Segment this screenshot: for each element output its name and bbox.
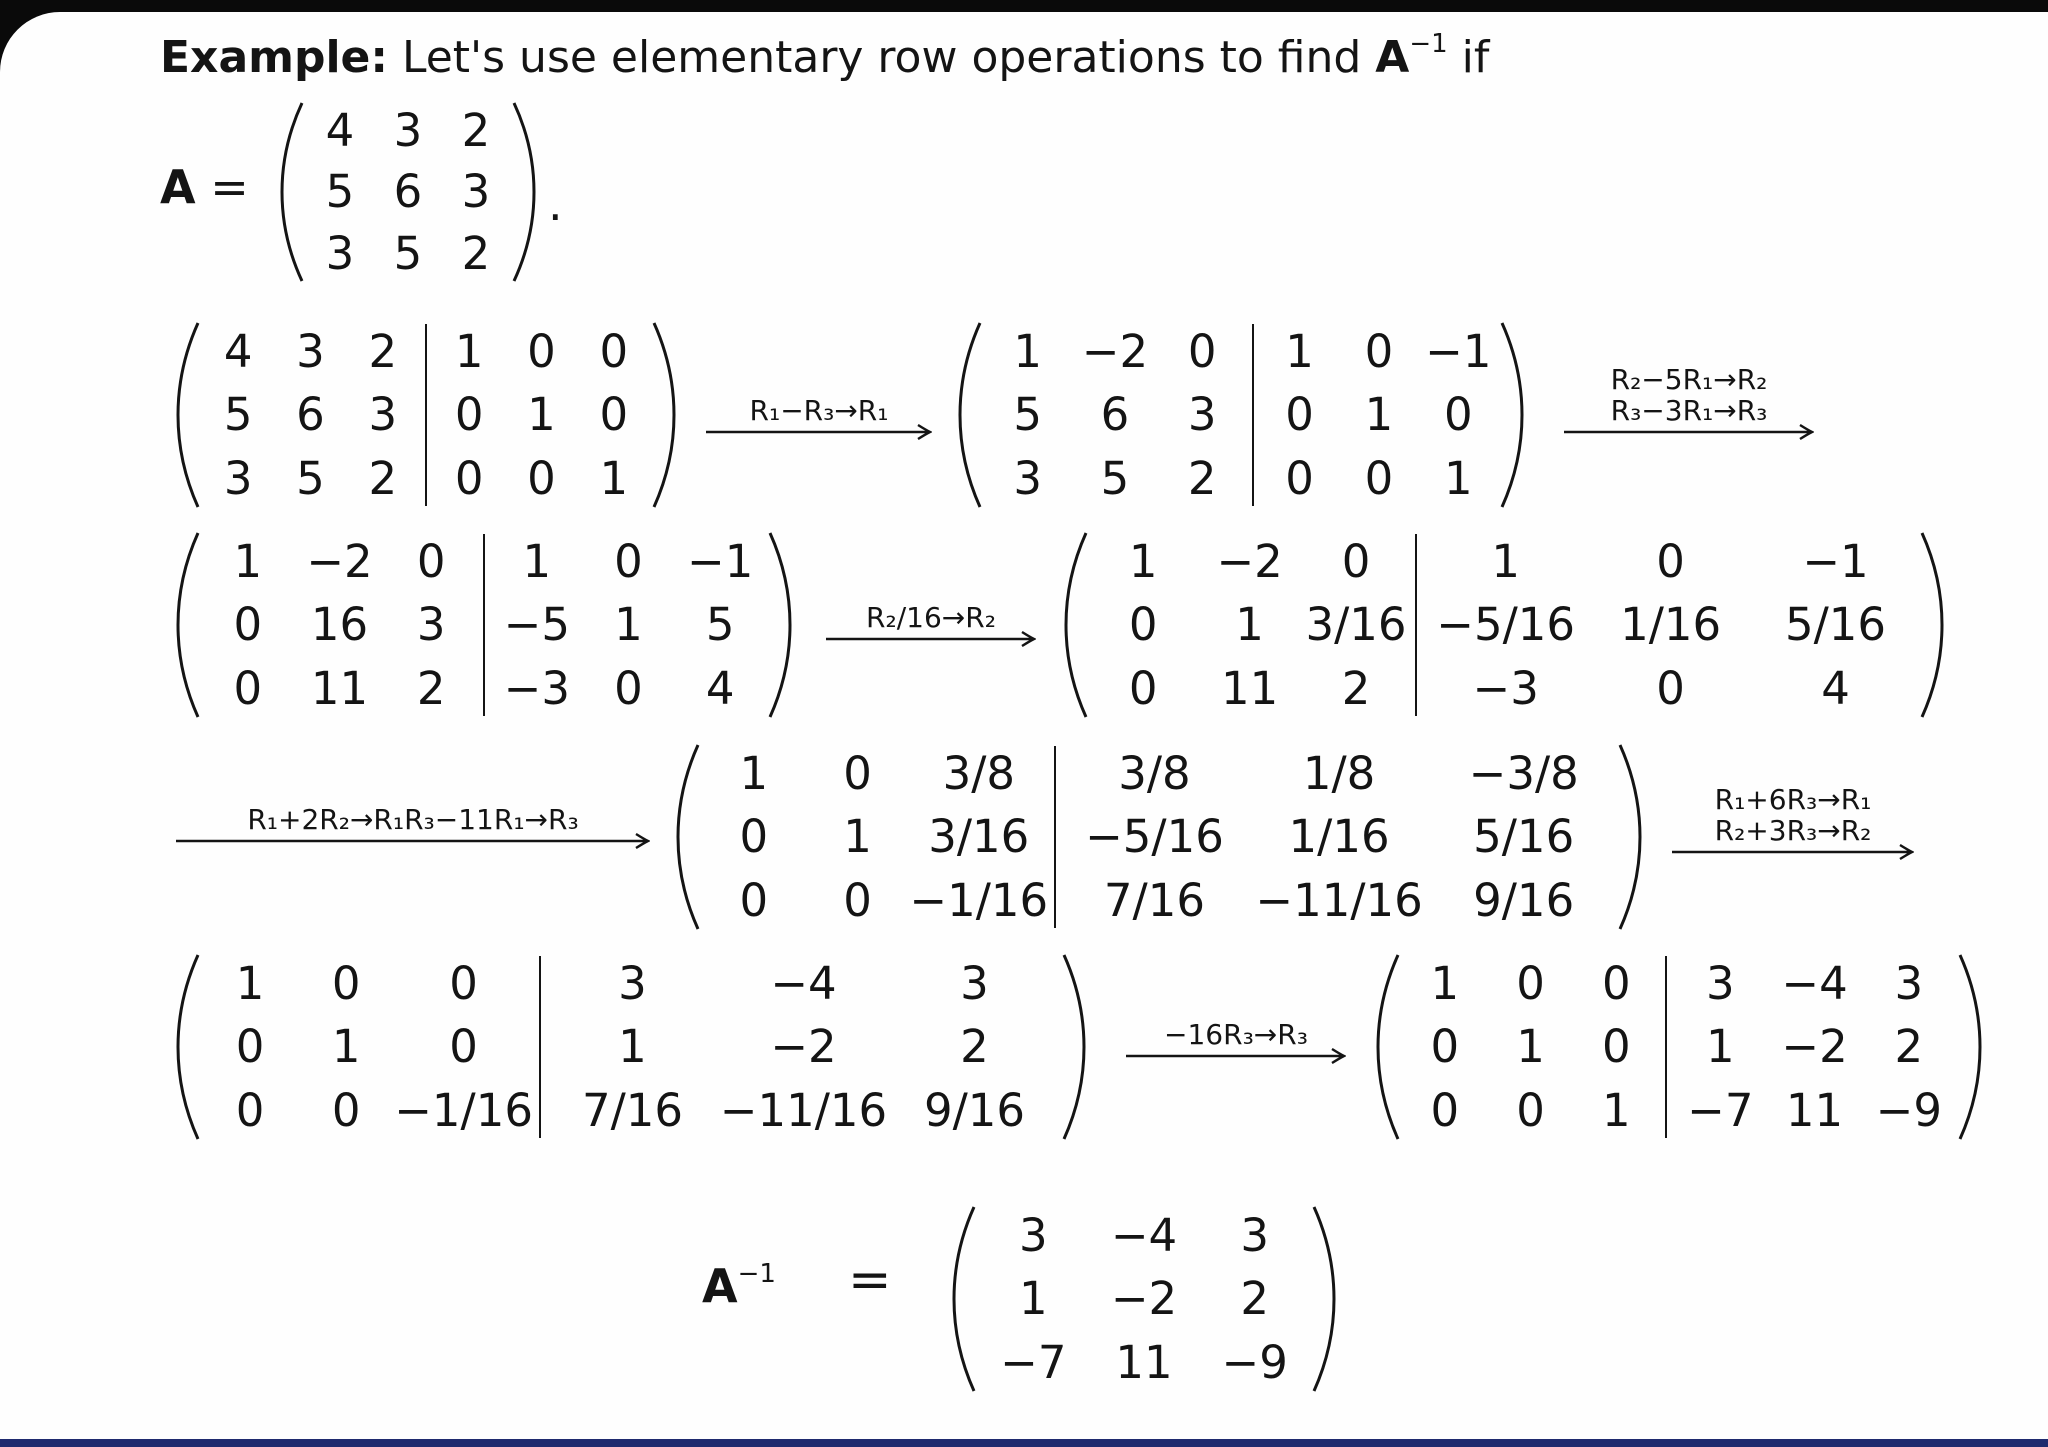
identity-side-section bbox=[547, 952, 1060, 1142]
matrix-entry: 1 bbox=[233, 535, 263, 589]
matrix-entry: −4 bbox=[1781, 957, 1848, 1011]
matrix-entry: 5 bbox=[325, 165, 355, 219]
left-paren-icon bbox=[176, 952, 202, 1142]
matrix-entry: 1 bbox=[1491, 535, 1520, 589]
row-operation-label: R₂+3R₃→R₂ bbox=[1714, 814, 1872, 847]
result-symbol: A bbox=[702, 1259, 738, 1313]
matrix-entry: 0 bbox=[1656, 535, 1685, 589]
matrix-entry: −2 bbox=[770, 1020, 837, 1074]
row-operation-label: −16R₃→R₃ bbox=[1164, 1018, 1308, 1051]
matrix-entry: 3 bbox=[1240, 1209, 1269, 1263]
augment-divider bbox=[1054, 746, 1056, 928]
matrix-entry: 3 bbox=[1013, 451, 1042, 505]
matrix-entry: 3 bbox=[393, 104, 423, 158]
operation-arrow-2 bbox=[1564, 327, 1814, 440]
matrix-entry: 11 bbox=[1785, 1083, 1844, 1137]
matrix-entry: 0 bbox=[454, 388, 484, 442]
matrix-entry: 5 bbox=[1013, 388, 1042, 442]
right-paren-icon bbox=[766, 530, 792, 720]
matrix-entry: 0 bbox=[1516, 957, 1545, 1011]
result-lhs bbox=[702, 1259, 776, 1313]
matrix-entry: 1 bbox=[1019, 1272, 1048, 1326]
left-paren-icon bbox=[676, 742, 702, 932]
matrix-entry: 3 bbox=[223, 451, 253, 505]
matrix-entry: 7/16 bbox=[1103, 873, 1205, 927]
matrix-entry: 2 bbox=[1240, 1272, 1269, 1326]
def-period: . bbox=[548, 177, 563, 231]
augmented-matrix-step-7 bbox=[1376, 952, 1982, 1142]
identity-side-section bbox=[1260, 320, 1498, 510]
matrix-entry: 3 bbox=[296, 325, 325, 379]
matrix-entry: −3 bbox=[1472, 661, 1539, 715]
row-operation-label: R₂−5R₁→R₂ bbox=[1610, 363, 1768, 396]
augment-divider bbox=[539, 956, 541, 1138]
matrix-entry: 2 bbox=[368, 325, 398, 379]
matrix-entry: 3/8 bbox=[1118, 747, 1191, 801]
matrix-entry: 5 bbox=[223, 388, 253, 442]
matrix-entry: 2 bbox=[1894, 1020, 1924, 1074]
left-paren-icon bbox=[176, 530, 202, 720]
identity-side-section bbox=[1062, 742, 1616, 932]
matrix-entry: 2 bbox=[960, 1020, 989, 1074]
result-equals: = bbox=[848, 1250, 892, 1310]
right-arrow-icon bbox=[706, 424, 932, 440]
operation-arrow-6 bbox=[1126, 984, 1346, 1064]
matrix-entry: 0 bbox=[599, 325, 629, 379]
coefficient-section bbox=[984, 320, 1246, 510]
matrix-entry: −7 bbox=[1687, 1083, 1754, 1137]
identity-side-section bbox=[1423, 530, 1918, 720]
matrix-entry: 0 bbox=[1341, 535, 1371, 589]
matrix-entry: 0 bbox=[739, 810, 769, 864]
matrix-entry: 5/16 bbox=[1473, 810, 1575, 864]
augmented-matrix-step-5 bbox=[676, 742, 1642, 932]
result-inverse-matrix bbox=[952, 1204, 1336, 1394]
operation-arrow-3 bbox=[826, 567, 1036, 647]
matrix-entry: 5 bbox=[705, 598, 735, 652]
matrix-entry: 3 bbox=[1187, 388, 1217, 442]
matrix-entry: 0 bbox=[331, 957, 361, 1011]
def-lhs bbox=[160, 160, 249, 214]
row-operation-label: R₃−3R₁→R₃ bbox=[1610, 394, 1768, 427]
inverse-exponent: −1 bbox=[1409, 29, 1448, 60]
def-symbol: A bbox=[160, 160, 196, 214]
left-paren-icon bbox=[958, 320, 984, 510]
augment-divider bbox=[1252, 324, 1254, 506]
matrix-entry: −4 bbox=[770, 957, 837, 1011]
matrix-entry: −2 bbox=[1081, 325, 1149, 379]
slide bbox=[0, 12, 2048, 1439]
def-equals: = bbox=[210, 160, 249, 214]
left-paren-icon bbox=[952, 1204, 978, 1394]
matrix-entry: 1 bbox=[1516, 1020, 1545, 1074]
matrix-entry: 1 bbox=[1364, 388, 1394, 442]
matrix-entry: 1 bbox=[1705, 1020, 1735, 1074]
intro-sentence bbox=[160, 29, 1490, 83]
matrix-entry: 0 bbox=[235, 1083, 265, 1137]
matrix-entry: −4 bbox=[1110, 1209, 1178, 1263]
example-label: Example: bbox=[160, 32, 388, 83]
matrix-entry: 1 bbox=[454, 325, 484, 379]
bottom-bar bbox=[0, 1439, 2048, 1447]
coefficient-section bbox=[1402, 952, 1659, 1142]
left-paren-icon bbox=[1064, 530, 1090, 720]
matrix-entry: 0 bbox=[527, 325, 556, 379]
operation-arrow-5 bbox=[1672, 747, 1914, 860]
right-paren-icon bbox=[1616, 742, 1642, 932]
matrix-entry: 5/16 bbox=[1784, 598, 1887, 652]
right-paren-icon bbox=[650, 320, 676, 510]
matrix-entry: 0 bbox=[1285, 388, 1314, 442]
matrix-entry: 6 bbox=[393, 165, 423, 219]
inverse-symbol: A bbox=[1375, 32, 1410, 83]
right-paren-icon bbox=[1060, 952, 1086, 1142]
matrix-entry: 0 bbox=[599, 388, 629, 442]
matrix-entry: 2 bbox=[1187, 451, 1217, 505]
identity-side-section bbox=[433, 320, 650, 510]
matrix-entry: 2 bbox=[461, 226, 491, 280]
matrix-entry: 3 bbox=[325, 226, 355, 280]
augment-divider bbox=[483, 534, 485, 716]
matrix-entry: 0 bbox=[1285, 451, 1314, 505]
coefficient-section bbox=[202, 320, 419, 510]
right-paren-icon bbox=[1956, 952, 1982, 1142]
row-operation-label: R₁−R₃→R₁ bbox=[749, 394, 889, 427]
identity-side-section bbox=[1673, 952, 1956, 1142]
matrix-entry: −1/16 bbox=[909, 873, 1049, 927]
right-paren-icon bbox=[1310, 1204, 1336, 1394]
matrix-entry: 7/16 bbox=[581, 1083, 684, 1137]
matrix-entry: 1 bbox=[1285, 325, 1314, 379]
matrix-entry: −5/16 bbox=[1436, 598, 1576, 652]
matrix-entry: 0 bbox=[454, 451, 484, 505]
matrix-entry: 0 bbox=[1128, 598, 1158, 652]
matrix-entry: 3 bbox=[368, 388, 398, 442]
left-paren-icon bbox=[176, 320, 202, 510]
augmented-matrix-step-6 bbox=[176, 952, 1086, 1142]
matrix-a bbox=[280, 100, 536, 284]
matrix-entry: 5 bbox=[1100, 451, 1130, 505]
matrix-entry: 3 bbox=[1019, 1209, 1048, 1263]
matrix-entry: 0 bbox=[233, 598, 263, 652]
augmented-matrix-step-1 bbox=[176, 320, 676, 510]
matrix-entry: −1/16 bbox=[394, 1083, 533, 1137]
matrix-entry: 16 bbox=[310, 598, 369, 652]
matrix-entry: 3 bbox=[618, 957, 647, 1011]
matrix-entry: 3/16 bbox=[928, 810, 1030, 864]
matrix-entry: 4 bbox=[223, 325, 253, 379]
matrix-entry: 0 bbox=[739, 873, 769, 927]
augmented-matrix-step-3 bbox=[176, 530, 792, 720]
matrix-entry: 9/16 bbox=[1473, 873, 1575, 927]
matrix-entry: 0 bbox=[1656, 661, 1685, 715]
coefficient-section bbox=[202, 530, 477, 720]
coefficient-section bbox=[202, 952, 533, 1142]
matrix-entry: 5 bbox=[393, 226, 423, 280]
matrix-entry: 3 bbox=[416, 598, 446, 652]
result-exponent: −1 bbox=[737, 1258, 776, 1289]
matrix-entry: 1 bbox=[1128, 535, 1158, 589]
right-paren-icon bbox=[510, 100, 536, 284]
matrix-entry: 2 bbox=[461, 104, 491, 158]
matrix-entry: −11/16 bbox=[719, 1083, 888, 1137]
matrix-entry: −2 bbox=[1781, 1020, 1848, 1074]
matrix-entry: 0 bbox=[1601, 957, 1631, 1011]
matrix-entry: 3 bbox=[1894, 957, 1924, 1011]
matrix-entry: 1/16 bbox=[1288, 810, 1390, 864]
left-paren-icon bbox=[280, 100, 306, 284]
matrix-a-section bbox=[306, 100, 510, 284]
matrix-entry: 6 bbox=[296, 388, 325, 442]
matrix-entry: 0 bbox=[1430, 1020, 1460, 1074]
matrix-entry: 1 bbox=[331, 1020, 361, 1074]
matrix-entry: 3/8 bbox=[942, 747, 1015, 801]
matrix-entry: 1 bbox=[614, 598, 643, 652]
operation-arrow-1 bbox=[706, 360, 932, 440]
matrix-entry: 2 bbox=[368, 451, 398, 505]
matrix-entry: 1 bbox=[843, 810, 872, 864]
right-paren-icon bbox=[1918, 530, 1944, 720]
augment-divider bbox=[1415, 534, 1417, 716]
identity-side-section bbox=[491, 530, 766, 720]
right-arrow-icon bbox=[826, 631, 1036, 647]
matrix-entry: 1 bbox=[235, 957, 265, 1011]
matrix-entry: −1 bbox=[1425, 325, 1492, 379]
matrix-entry: 3 bbox=[960, 957, 989, 1011]
right-arrow-icon bbox=[1126, 1048, 1346, 1064]
left-paren-icon bbox=[1376, 952, 1402, 1142]
intro-after: if bbox=[1447, 32, 1490, 83]
right-paren-icon bbox=[1498, 320, 1524, 510]
matrix-entry: 1/8 bbox=[1302, 747, 1376, 801]
matrix-entry: 9/16 bbox=[923, 1083, 1026, 1137]
right-arrow-icon bbox=[176, 833, 650, 849]
matrix-entry: 1/16 bbox=[1620, 598, 1722, 652]
matrix-entry: −7 bbox=[1000, 1335, 1067, 1389]
matrix-entry: 1 bbox=[1601, 1083, 1631, 1137]
matrix-entry: −1 bbox=[686, 535, 754, 589]
matrix-entry: 1 bbox=[1013, 325, 1042, 379]
matrix-entry: 0 bbox=[1128, 661, 1158, 715]
matrix-entry: 0 bbox=[235, 1020, 265, 1074]
matrix-entry: 1 bbox=[527, 388, 556, 442]
augment-divider bbox=[425, 324, 427, 506]
matrix-entry: −3 bbox=[503, 661, 570, 715]
matrix-entry: 11 bbox=[310, 661, 369, 715]
matrix-entry: −5 bbox=[503, 598, 570, 652]
matrix-entry: 1 bbox=[739, 747, 769, 801]
matrix-entry: 1 bbox=[599, 451, 629, 505]
coefficient-section bbox=[1090, 530, 1409, 720]
matrix-entry: 4 bbox=[1821, 661, 1850, 715]
matrix-entry: 1 bbox=[618, 1020, 647, 1074]
matrix-entry: 3 bbox=[1705, 957, 1735, 1011]
matrix-entry: 1 bbox=[1443, 451, 1473, 505]
augmented-matrix-step-2 bbox=[958, 320, 1524, 510]
matrix-entry: 1 bbox=[522, 535, 552, 589]
matrix-entry: 1 bbox=[1235, 598, 1264, 652]
inverse-section bbox=[978, 1204, 1310, 1394]
matrix-entry: −1 bbox=[1802, 535, 1869, 589]
matrix-entry: 0 bbox=[416, 535, 446, 589]
matrix-entry: 4 bbox=[325, 104, 355, 158]
intro-text: Let's use elementary row operations to find bbox=[388, 32, 1376, 83]
row-operation-label: R₂/16→R₂ bbox=[866, 601, 996, 634]
matrix-entry: 0 bbox=[233, 661, 263, 715]
matrix-entry: 0 bbox=[1516, 1083, 1545, 1137]
matrix-entry: 0 bbox=[1430, 1083, 1460, 1137]
augment-divider bbox=[1665, 956, 1667, 1138]
matrix-entry: 3 bbox=[461, 165, 491, 219]
matrix-entry: 0 bbox=[1443, 388, 1473, 442]
matrix-entry: 3/16 bbox=[1305, 598, 1407, 652]
coefficient-section bbox=[702, 742, 1048, 932]
matrix-entry: 2 bbox=[416, 661, 446, 715]
matrix-entry: −2 bbox=[1110, 1272, 1178, 1326]
row-operation-label: R₁+2R₂→R₁R₃−11R₁→R₃ bbox=[247, 803, 579, 836]
matrix-entry: 0 bbox=[1364, 451, 1394, 505]
matrix-entry: 5 bbox=[296, 451, 325, 505]
matrix-entry: 1 bbox=[1430, 957, 1460, 1011]
matrix-entry: −9 bbox=[1221, 1335, 1288, 1389]
matrix-entry: 0 bbox=[614, 661, 643, 715]
operation-arrow-4 bbox=[176, 769, 650, 849]
matrix-entry: 11 bbox=[1115, 1335, 1173, 1389]
matrix-entry: 0 bbox=[1601, 1020, 1631, 1074]
row-operation-label: R₁+6R₃→R₁ bbox=[1714, 783, 1872, 816]
matrix-entry: 4 bbox=[705, 661, 735, 715]
matrix-entry: 0 bbox=[449, 957, 478, 1011]
right-arrow-icon bbox=[1564, 424, 1814, 440]
matrix-entry: 0 bbox=[449, 1020, 478, 1074]
augmented-matrix-step-4 bbox=[1064, 530, 1944, 720]
matrix-entry: 0 bbox=[1364, 325, 1394, 379]
matrix-entry: 6 bbox=[1100, 388, 1130, 442]
matrix-entry: 0 bbox=[331, 1083, 361, 1137]
matrix-entry: 0 bbox=[527, 451, 556, 505]
matrix-entry: 0 bbox=[614, 535, 643, 589]
matrix-entry: 0 bbox=[1187, 325, 1217, 379]
matrix-entry: −9 bbox=[1875, 1083, 1943, 1137]
matrix-entry: −5/16 bbox=[1085, 810, 1224, 864]
matrix-entry: 2 bbox=[1341, 661, 1371, 715]
matrix-entry: 0 bbox=[843, 873, 872, 927]
matrix-entry: −2 bbox=[1216, 535, 1283, 589]
matrix-entry: −2 bbox=[306, 535, 373, 589]
matrix-entry: 11 bbox=[1220, 661, 1279, 715]
matrix-entry: 0 bbox=[843, 747, 872, 801]
matrix-entry: −3/8 bbox=[1468, 747, 1579, 801]
right-arrow-icon bbox=[1672, 844, 1914, 860]
matrix-entry: −11/16 bbox=[1255, 873, 1423, 927]
